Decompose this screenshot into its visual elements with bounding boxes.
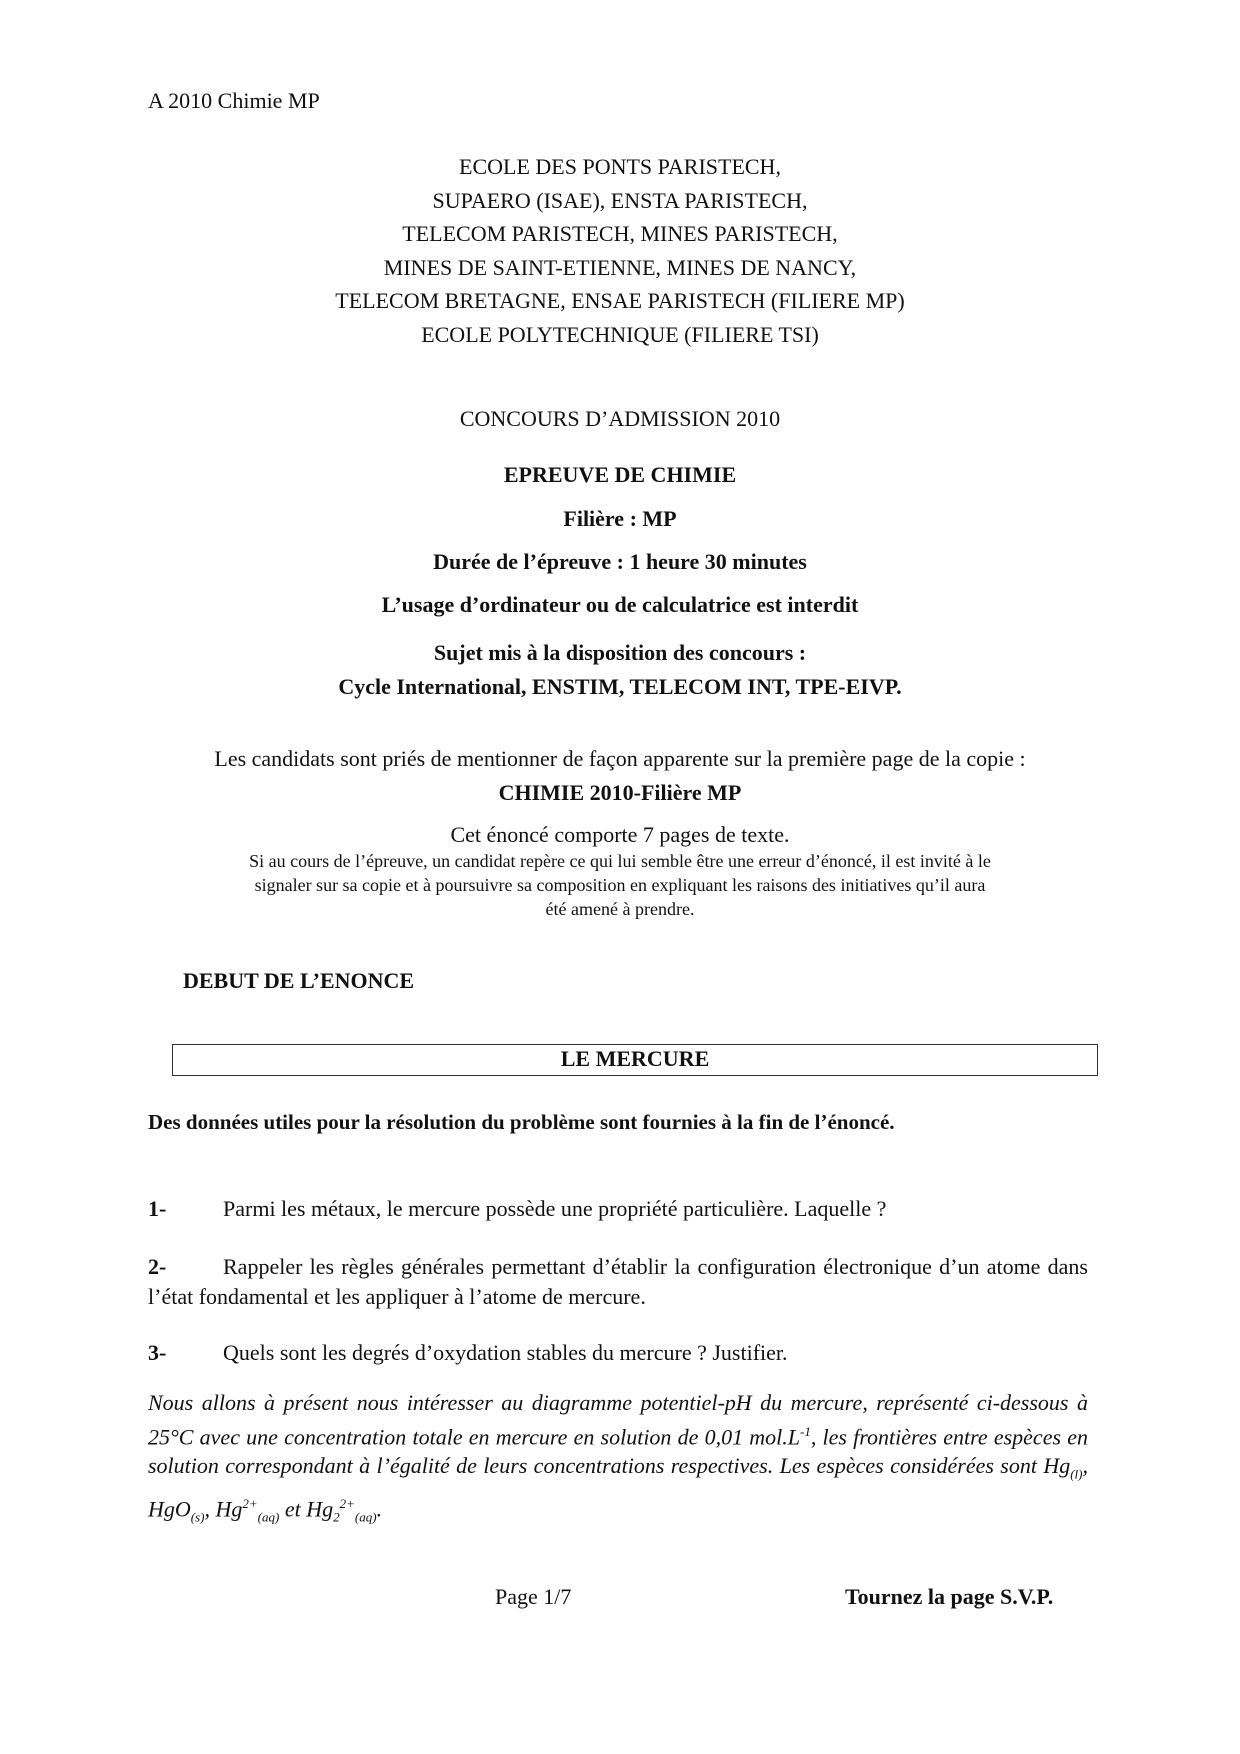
intro-text: Nous allons à présent nous intéresser au diagramme potentiel-pH du mercure, représenté ci-dessous à 25°C avec une concentration totale en mercure en solution de 0,01 mol.L [148, 1390, 1088, 1450]
copy-label: CHIMIE 2010-Filière MP [498, 780, 742, 805]
section-title: LE MERCURE [560, 1046, 710, 1071]
species-name: , Hg [204, 1496, 243, 1522]
sujet-line-2: Cycle International, ENSTIM, TELECOM INT, TPE-EIVP. [338, 674, 902, 699]
school-line: ECOLE DES PONTS PARISTECH, [459, 154, 781, 179]
school-line: SUPAERO (ISAE), ENSTA PARISTECH, [432, 187, 808, 213]
species-name: , HgO [148, 1453, 1088, 1522]
erreur-line: Si au cours de l’épreuve, un candidat repère ce qui lui semble être une erreur d’énoncé, il est invité à le [249, 851, 991, 871]
intro-text: , les frontières entre espèces en solution correspondant à l’égalité de leurs concentrations respectives. Les espèces considérées sont Hg [148, 1424, 1088, 1479]
species-state: (l) [1070, 1466, 1083, 1482]
exam-reference: A 2010 Chimie MP [148, 88, 320, 113]
diagram-intro [148, 1388, 1088, 1531]
species-name: et Hg [279, 1496, 334, 1522]
duree: Durée de l’épreuve : 1 heure 30 minutes [433, 549, 807, 574]
question-2 [148, 1252, 1088, 1312]
question-number: 2- [148, 1254, 167, 1279]
concours-title: CONCOURS D’ADMISSION 2010 [459, 406, 781, 431]
species-state: (aq) [354, 1509, 377, 1525]
donnees-notice: Des données utiles pour la résolution du problème sont fournies à la fin de l’énoncé. [148, 1110, 895, 1134]
species-charge: 2+ [339, 1495, 355, 1511]
question-text: Parmi les métaux, le mercure possède une propriété particulière. Laquelle ? [223, 1196, 887, 1221]
question-text: Quels sont les degrés d’oxydation stables du mercure ? Justifier. [223, 1340, 788, 1365]
filiere: Filière : MP [563, 506, 677, 531]
page-count: Cet énoncé comporte 7 pages de texte. [450, 822, 790, 847]
species-state: (aq) [257, 1509, 280, 1525]
sujet-line-1: Sujet mis à la disposition des concours : [433, 640, 807, 665]
epreuve-title: EPREUVE DE CHIMIE [503, 462, 737, 487]
question-3 [148, 1338, 1088, 1368]
erreur-line: été amené à prendre. [545, 899, 695, 919]
school-line: TELECOM PARISTECH, MINES PARISTECH, [402, 221, 838, 246]
intro-end: . [376, 1496, 383, 1522]
school-list [0, 150, 1240, 351]
species-state: (s) [190, 1509, 205, 1525]
intro-exponent: -1 [800, 1424, 811, 1439]
school-line: TELECOM BRETAGNE, ENSAE PARISTECH (FILIERE MP) [335, 288, 905, 313]
erreur-notice [0, 849, 1240, 921]
section-title-box [172, 1044, 1098, 1076]
debut-enonce: DEBUT DE L’ENONCE [183, 968, 415, 993]
species-index: 2 [333, 1509, 340, 1525]
species-charge: 2+ [242, 1495, 258, 1511]
erreur-line: signaler sur sa copie et à poursuivre sa composition en expliquant les raisons des initiatives qu’il aura [254, 875, 986, 895]
page-number: Page 1/7 [495, 1584, 572, 1609]
question-1 [148, 1194, 1088, 1224]
question-number: 3- [148, 1340, 167, 1365]
mention-instruction: Les candidats sont priés de mentionner de façon apparente sur la première page de la copie : [214, 746, 1026, 771]
school-line: ECOLE POLYTECHNIQUE (FILIERE TSI) [421, 321, 819, 347]
question-number: 1- [148, 1196, 167, 1221]
turn-page-notice: Tournez la page S.V.P. [845, 1584, 1054, 1609]
school-line: MINES DE SAINT-ETIENNE, MINES DE NANCY, [383, 254, 857, 280]
usage-notice: L’usage d’ordinateur ou de calculatrice est interdit [381, 592, 859, 617]
question-text: Rappeler les règles générales permettant d’établir la configuration électronique d’un atome dans l’état fondamental et les appliquer à l’atome de mercure. [148, 1254, 1088, 1309]
